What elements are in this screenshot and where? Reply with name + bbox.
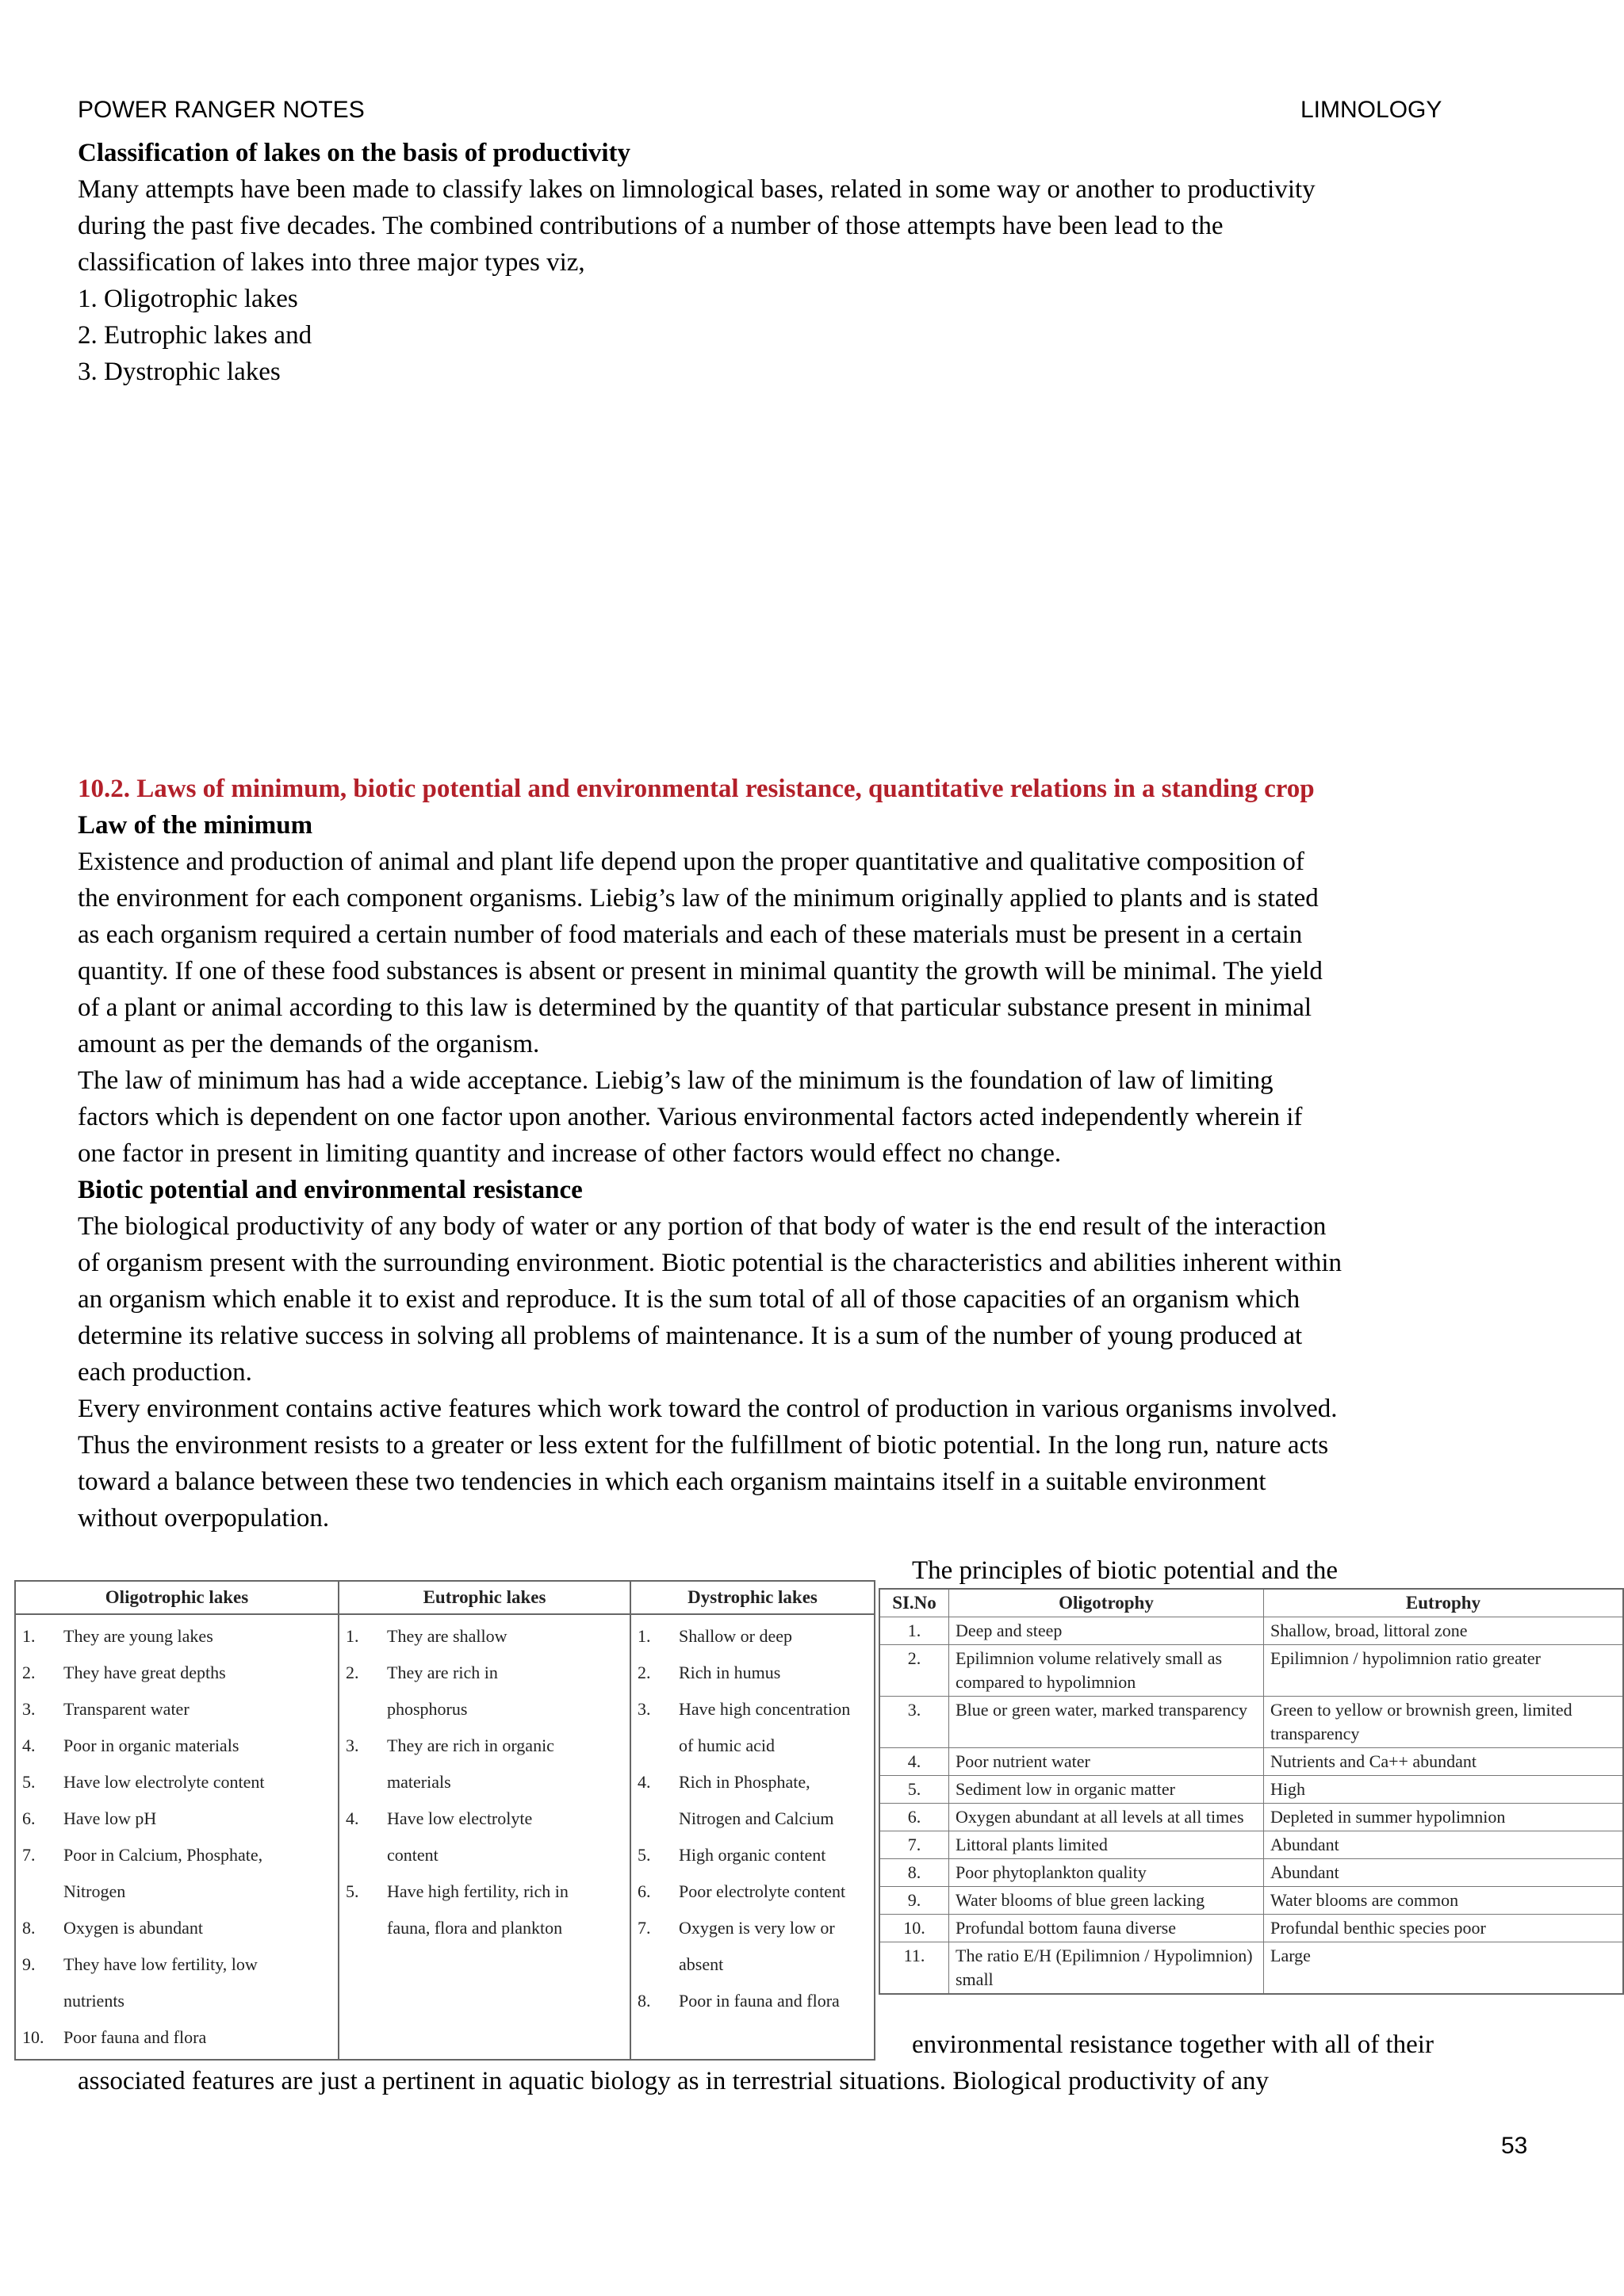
item-text: They have low fertility, low xyxy=(63,1954,258,1974)
paragraph-line: of a plant or animal according to this law is determined by the quantity of that particular substance present in minimal xyxy=(78,993,1312,1022)
table-row xyxy=(879,1776,1623,1804)
paragraph-line: toward a balance between these two tendencies in which each organism maintains itself in a suitable environment xyxy=(78,1468,1266,1496)
item-text: fauna, flora and plankton xyxy=(387,1918,563,1938)
item-text: They are young lakes xyxy=(63,1626,213,1646)
cell-sl: 3. xyxy=(879,1697,949,1748)
item-text: Rich in Phosphate, xyxy=(679,1772,810,1792)
table-list-item xyxy=(638,1910,868,1946)
item-text: Nitrogen and Calcium xyxy=(679,1808,834,1828)
item-number: 1. xyxy=(22,1626,36,1646)
table-list-item xyxy=(346,1837,623,1873)
section-classification xyxy=(78,135,1529,390)
paragraph-line: during the past five decades. The combined contributions of a number of those attempts have been lead to the xyxy=(78,212,1224,240)
cell-sl: 5. xyxy=(879,1776,949,1804)
biotic-paragraph xyxy=(78,1208,1529,1536)
item-number: 1. xyxy=(346,1626,359,1646)
table-list-item xyxy=(346,1691,623,1728)
table-header-oligotrophy: Oligotrophy xyxy=(949,1589,1264,1617)
paragraph-line: Many attempts have been made to classify lakes on limnological bases, related in some way or another to productivity xyxy=(78,175,1316,204)
item-number: 2. xyxy=(638,1663,651,1682)
cell-oligo: Poor nutrient water xyxy=(949,1748,1264,1776)
paragraph-line: Existence and production of animal and plant life depend upon the proper quantitative and qualitative composition of xyxy=(78,848,1304,876)
cell-sl: 8. xyxy=(879,1859,949,1887)
table-header-dystrophic: Dystrophic lakes xyxy=(630,1581,875,1614)
cell-sl: 4. xyxy=(879,1748,949,1776)
item-number: 8. xyxy=(22,1918,36,1938)
item-text: High organic content xyxy=(679,1845,826,1865)
item-text: Poor fauna and flora xyxy=(63,2027,207,2047)
paragraph-line: classification of lakes into three major types viz, xyxy=(78,248,585,277)
cell-oligo: The ratio E/H (Epilimnion / Hypolimnion) small xyxy=(949,1942,1264,1995)
item-text: They have great depths xyxy=(63,1663,226,1682)
item-text: Transparent water xyxy=(63,1699,190,1719)
table-list-item xyxy=(22,1837,331,1873)
header-subject: LIMNOLOGY xyxy=(1300,97,1442,123)
table-row xyxy=(879,1915,1623,1942)
table-list-item xyxy=(346,1910,623,1946)
cell-oligo: Blue or green water, marked transparency xyxy=(949,1697,1264,1748)
item-number: 4. xyxy=(346,1808,359,1828)
paragraph-line: factors which is dependent on one factor upon another. Various environmental factors acted independently wherein if xyxy=(78,1103,1303,1131)
oligotrophic-column xyxy=(15,1614,339,2060)
table-list-item xyxy=(22,1764,331,1800)
table-list-item xyxy=(22,1728,331,1764)
cell-eu: Epilimnion / hypolimnion ratio greater xyxy=(1264,1645,1624,1697)
item-text: Have high fertility, rich in xyxy=(387,1881,569,1901)
table-row xyxy=(879,1748,1623,1776)
paragraph-line: associated features are just a pertinent in aquatic biology as in terrestrial situations. Biological productivity of any xyxy=(78,2067,1269,2095)
eutrophic-column xyxy=(339,1614,630,2060)
item-number: 5. xyxy=(346,1881,359,1901)
lake-types-table xyxy=(14,1580,875,2061)
table-list-item xyxy=(22,1910,331,1946)
page-number: 53 xyxy=(1501,2133,1528,2159)
table-row xyxy=(879,1942,1623,1995)
table-list-item xyxy=(22,1873,331,1910)
item-number: 7. xyxy=(22,1845,36,1865)
item-text: They are rich in xyxy=(387,1663,498,1682)
trophy-comparison-table xyxy=(879,1588,1624,1995)
table-list-item xyxy=(638,1946,868,1983)
paragraph-line: amount as per the demands of the organism. xyxy=(78,1030,540,1058)
paragraph-line: of organism present with the surrounding environment. Biotic potential is the characteristics and abilities inherent within xyxy=(78,1249,1342,1277)
item-number: 5. xyxy=(638,1845,651,1865)
cell-sl: 1. xyxy=(879,1617,949,1645)
paragraph-line: environmental resistance together with all of their xyxy=(912,2030,1434,2059)
cell-sl: 9. xyxy=(879,1887,949,1915)
cell-eu: Large xyxy=(1264,1942,1624,1995)
table-list-item xyxy=(22,1655,331,1691)
table-header-eutrophic: Eutrophic lakes xyxy=(339,1581,630,1614)
cell-eu: High xyxy=(1264,1776,1624,1804)
cell-oligo: Profundal bottom fauna diverse xyxy=(949,1915,1264,1942)
cell-sl: 7. xyxy=(879,1831,949,1859)
table-list-item xyxy=(638,1728,868,1764)
item-number: 6. xyxy=(22,1808,36,1828)
paragraph-line: quantity. If one of these food substances is absent or present in minimal quantity the growth will be minimal. The yield xyxy=(78,957,1323,985)
item-text: content xyxy=(387,1845,439,1865)
item-text: materials xyxy=(387,1772,451,1792)
table-list-item xyxy=(22,1946,331,1983)
paragraph-line: as each organism required a certain number of food materials and each of these materials must be present in a certain xyxy=(78,920,1303,949)
table-row xyxy=(879,1887,1623,1915)
item-number: 4. xyxy=(638,1772,651,1792)
cell-eu: Depleted in summer hypolimnion xyxy=(1264,1804,1624,1831)
paragraph-line: Thus the environment resists to a greater or less extent for the fulfillment of biotic potential. In the long run, nature acts xyxy=(78,1431,1329,1460)
cell-eu: Green to yellow or brownish green, limited transparency xyxy=(1264,1697,1624,1748)
item-text: Poor in fauna and flora xyxy=(679,1991,840,2011)
item-text: nutrients xyxy=(63,1991,124,2011)
paragraph-line: without overpopulation. xyxy=(78,1504,330,1533)
table-list-item xyxy=(638,1873,868,1910)
cell-eu: Water blooms are common xyxy=(1264,1887,1624,1915)
paragraph-line: Every environment contains active features which work toward the control of production in various organisms involved. xyxy=(78,1395,1338,1423)
item-number: 2. xyxy=(22,1663,36,1682)
item-text: They are shallow xyxy=(387,1626,508,1646)
paragraph-line: determine its relative success in solving all problems of maintenance. It is a sum of the number of young produced at xyxy=(78,1322,1303,1350)
item-text: Have high concentration xyxy=(679,1699,851,1719)
table-list-item xyxy=(346,1764,623,1800)
law-minimum-heading: Law of the minimum xyxy=(78,811,313,840)
item-number: 5. xyxy=(22,1772,36,1792)
table-list-item xyxy=(638,1764,868,1800)
paragraph-line: 2. Eutrophic lakes and xyxy=(78,321,312,350)
section-title: 10.2. Laws of minimum, biotic potential and environmental resistance, quantitative relations in a standing crop xyxy=(78,775,1315,803)
table-list-item xyxy=(346,1873,623,1910)
cell-oligo: Deep and steep xyxy=(949,1617,1264,1645)
item-number: 3. xyxy=(346,1735,359,1755)
table-list-item xyxy=(22,1800,331,1837)
classification-paragraph xyxy=(78,171,1529,281)
item-text: Have low electrolyte xyxy=(387,1808,533,1828)
cell-eu: Nutrients and Ca++ abundant xyxy=(1264,1748,1624,1776)
table-list-item xyxy=(346,1728,623,1764)
paragraph-line: an organism which enable it to exist and reproduce. It is the sum total of all of those capacities of an organism which xyxy=(78,1285,1300,1314)
item-number: 10. xyxy=(22,2027,44,2047)
table-row xyxy=(879,1645,1623,1697)
table-list-item xyxy=(22,1691,331,1728)
table-list-item xyxy=(638,1837,868,1873)
cell-eu: Abundant xyxy=(1264,1859,1624,1887)
item-number: 8. xyxy=(638,1991,651,2011)
table-list-item xyxy=(346,1800,623,1837)
table-row xyxy=(879,1617,1623,1645)
paragraph-line: The biological productivity of any body of water or any portion of that body of water is the end result of the interaction xyxy=(78,1212,1327,1241)
cell-sl: 2. xyxy=(879,1645,949,1697)
cell-eu: Profundal benthic species poor xyxy=(1264,1915,1624,1942)
biotic-heading: Biotic potential and environmental resistance xyxy=(78,1176,583,1204)
paragraph-line: one factor in present in limiting quantity and increase of other factors would effect no change. xyxy=(78,1139,1062,1168)
table-header-eutrophy: Eutrophy xyxy=(1264,1589,1624,1617)
classification-heading: Classification of lakes on the basis of productivity xyxy=(78,139,631,167)
item-number: 2. xyxy=(346,1663,359,1682)
item-text: Poor in organic materials xyxy=(63,1735,239,1755)
table-list-item xyxy=(638,1983,868,2019)
cell-oligo: Epilimnion volume relatively small as compared to hypolimnion xyxy=(949,1645,1264,1697)
paragraph-line: the environment for each component organisms. Liebig’s law of the minimum originally applied to plants and is stated xyxy=(78,884,1319,913)
item-number: 1. xyxy=(638,1626,651,1646)
paragraph-continuation xyxy=(78,2026,1529,2099)
item-number: 4. xyxy=(22,1735,36,1755)
item-text: Oxygen is abundant xyxy=(63,1918,203,1938)
table-list-item xyxy=(638,1655,868,1691)
item-text: Have low pH xyxy=(63,1808,157,1828)
cell-oligo: Oxygen abundant at all levels at all times xyxy=(949,1804,1264,1831)
item-text: They are rich in organic xyxy=(387,1735,554,1755)
table-list-item xyxy=(638,1800,868,1837)
table-row xyxy=(879,1697,1623,1748)
law-minimum-paragraph xyxy=(78,844,1529,1172)
item-text: Nitrogen xyxy=(63,1881,126,1901)
item-text: phosphorus xyxy=(387,1699,468,1719)
table-list-item xyxy=(638,1618,868,1655)
table-row xyxy=(879,1831,1623,1859)
item-text: Oxygen is very low or xyxy=(679,1918,835,1938)
cell-eu: Shallow, broad, littoral zone xyxy=(1264,1617,1624,1645)
cell-oligo: Poor phytoplankton quality xyxy=(949,1859,1264,1887)
item-text: absent xyxy=(679,1954,724,1974)
item-text: Rich in humus xyxy=(679,1663,781,1682)
cell-oligo: Sediment low in organic matter xyxy=(949,1776,1264,1804)
cell-sl: 11. xyxy=(879,1942,949,1995)
item-number: 3. xyxy=(22,1699,36,1719)
table-list-item xyxy=(346,1655,623,1691)
cell-sl: 10. xyxy=(879,1915,949,1942)
cell-oligo: Littoral plants limited xyxy=(949,1831,1264,1859)
cell-eu: Abundant xyxy=(1264,1831,1624,1859)
section-laws xyxy=(78,771,1529,1536)
item-text: Shallow or deep xyxy=(679,1626,792,1646)
item-number: 7. xyxy=(638,1918,651,1938)
paragraph-right-start: The principles of biotic potential and the xyxy=(912,1556,1339,1585)
item-number: 3. xyxy=(638,1699,651,1719)
table-list-item xyxy=(638,1691,868,1728)
item-text: Have low electrolyte content xyxy=(63,1772,265,1792)
dystrophic-column xyxy=(630,1614,875,2060)
lake-types-list xyxy=(78,281,1529,390)
header-title: POWER RANGER NOTES xyxy=(78,97,365,123)
table-row xyxy=(879,1804,1623,1831)
item-text: Poor in Calcium, Phosphate, xyxy=(63,1845,263,1865)
table-list-item xyxy=(346,1618,623,1655)
table-list-item xyxy=(22,1618,331,1655)
paragraph-line: 1. Oligotrophic lakes xyxy=(78,285,298,313)
table-header-oligotrophic: Oligotrophic lakes xyxy=(15,1581,339,1614)
paragraph-line: each production. xyxy=(78,1358,252,1387)
item-number: 9. xyxy=(22,1954,36,1974)
table-header-slno: SI.No xyxy=(879,1589,949,1617)
item-number: 6. xyxy=(638,1881,651,1901)
table-list-item xyxy=(22,1983,331,2019)
paragraph-line: 3. Dystrophic lakes xyxy=(78,358,281,386)
table-row xyxy=(879,1859,1623,1887)
cell-sl: 6. xyxy=(879,1804,949,1831)
item-text: Poor electrolyte content xyxy=(679,1881,846,1901)
paragraph-line: The law of minimum has had a wide acceptance. Liebig’s law of the minimum is the foundation of law of limiting xyxy=(78,1066,1274,1095)
item-text: of humic acid xyxy=(679,1735,775,1755)
cell-oligo: Water blooms of blue green lacking xyxy=(949,1887,1264,1915)
